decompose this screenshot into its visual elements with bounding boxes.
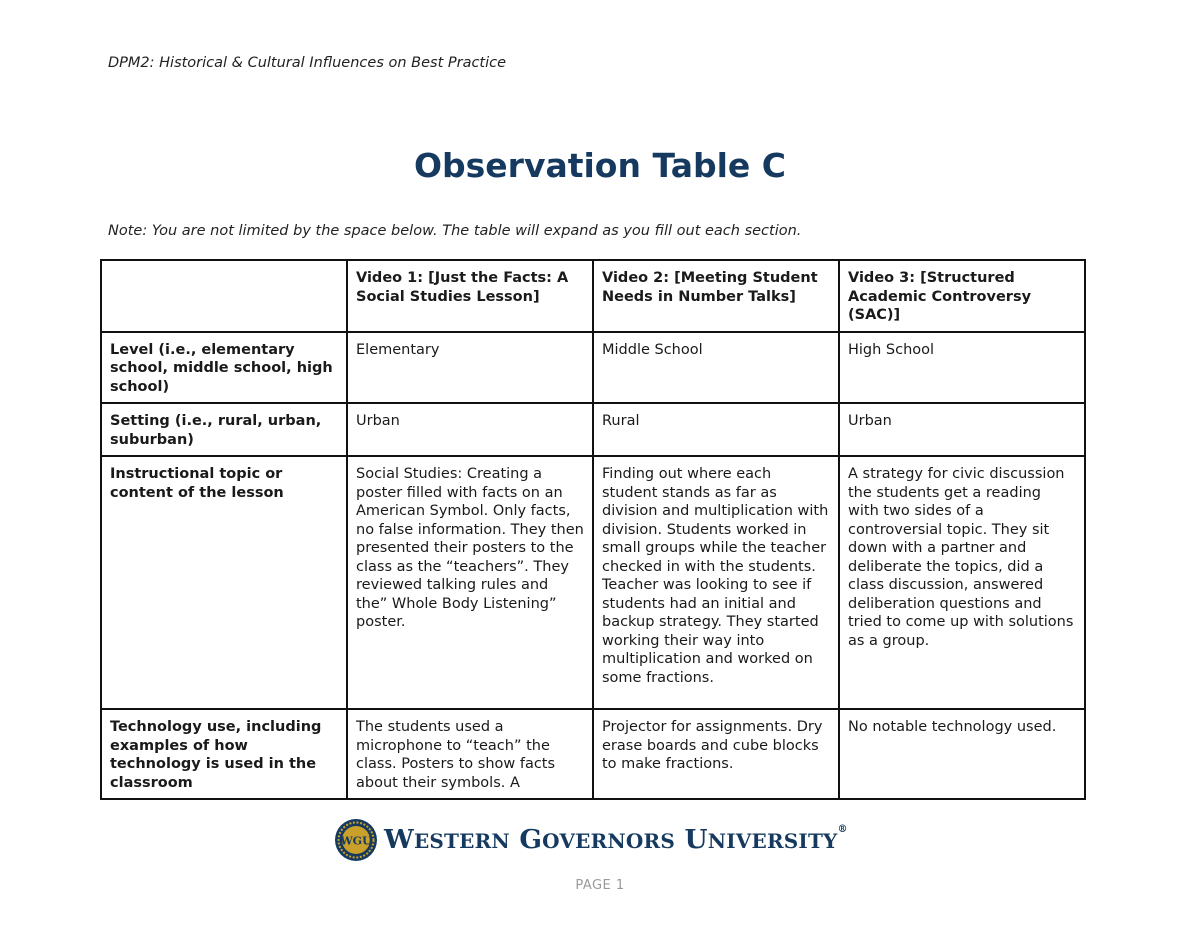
table-row <box>101 709 1085 799</box>
row-label[interactable]: Instructional topic or content of the lesson <box>101 456 347 709</box>
university-seal-icon <box>334 818 378 862</box>
page-title: Observation Table C <box>413 146 787 185</box>
wgu-logo <box>334 818 848 862</box>
table-cell[interactable]: Finding out where each student stands as far as division and multiplication with division. Students worked in small groups while the teacher checked in with the students. Teacher was looking to see if students had an initial and backup strategy. They started working their way into multiplication and worked on some fractions. <box>593 456 839 709</box>
table-cell[interactable]: Urban <box>839 403 1085 456</box>
table-header-cell[interactable]: Video 3: [Structured Academic Controversy (SAC)] <box>839 260 1085 332</box>
row-label[interactable]: Level (i.e., elementary school, middle school, high school) <box>101 332 347 404</box>
table-header-cell[interactable]: Video 2: [Meeting Student Needs in Number Talks] <box>593 260 839 332</box>
logo-wordmark: WESTERN GOVERNORS UNIVERSITY® <box>384 824 848 855</box>
table-header-cell[interactable]: Video 1: [Just the Facts: A Social Studies Lesson] <box>347 260 593 332</box>
page-number: PAGE 1 <box>575 878 625 893</box>
table-cell[interactable]: Middle School <box>593 332 839 404</box>
table-cell[interactable]: Social Studies: Creating a poster filled with facts on an American Symbol. Only facts, no false information. They then presented their posters to the class as the “teachers”. They reviewed talking rules and the” Whole Body Listening” poster. <box>347 456 593 709</box>
table-cell[interactable]: The students used a microphone to “teach” the class. Posters to show facts about their symbols. A <box>347 709 593 799</box>
university-name <box>384 824 848 855</box>
table-cell[interactable]: Urban <box>347 403 593 456</box>
table-header-row <box>101 260 1085 332</box>
svg-text:WGU: WGU <box>340 834 372 848</box>
table-row <box>101 403 1085 456</box>
table-row <box>101 332 1085 404</box>
table-cell[interactable]: A strategy for civic discussion the students get a reading with two sides of a controversial topic. They sit down with a partner and deliberate the topics, did a class discussion, answered deliberation questions and tried to come up with solutions as a group. <box>839 456 1085 709</box>
observation-table <box>100 259 1086 800</box>
table-cell[interactable]: Rural <box>593 403 839 456</box>
table-header-cell[interactable] <box>101 260 347 332</box>
document-header: DPM2: Historical & Cultural Influences on Best Practice <box>108 55 507 71</box>
table-cell[interactable]: Elementary <box>347 332 593 404</box>
table-cell[interactable]: High School <box>839 332 1085 404</box>
row-label[interactable]: Setting (i.e., rural, urban, suburban) <box>101 403 347 456</box>
table-cell[interactable]: Projector for assignments. Dry erase boards and cube blocks to make fractions. <box>593 709 839 799</box>
row-label[interactable]: Technology use, including examples of how technology is used in the classroom <box>101 709 347 799</box>
instruction-note: Note: You are not limited by the space below. The table will expand as you fill out each section. <box>108 223 802 239</box>
table-cell[interactable]: No notable technology used. <box>839 709 1085 799</box>
table-row <box>101 456 1085 709</box>
